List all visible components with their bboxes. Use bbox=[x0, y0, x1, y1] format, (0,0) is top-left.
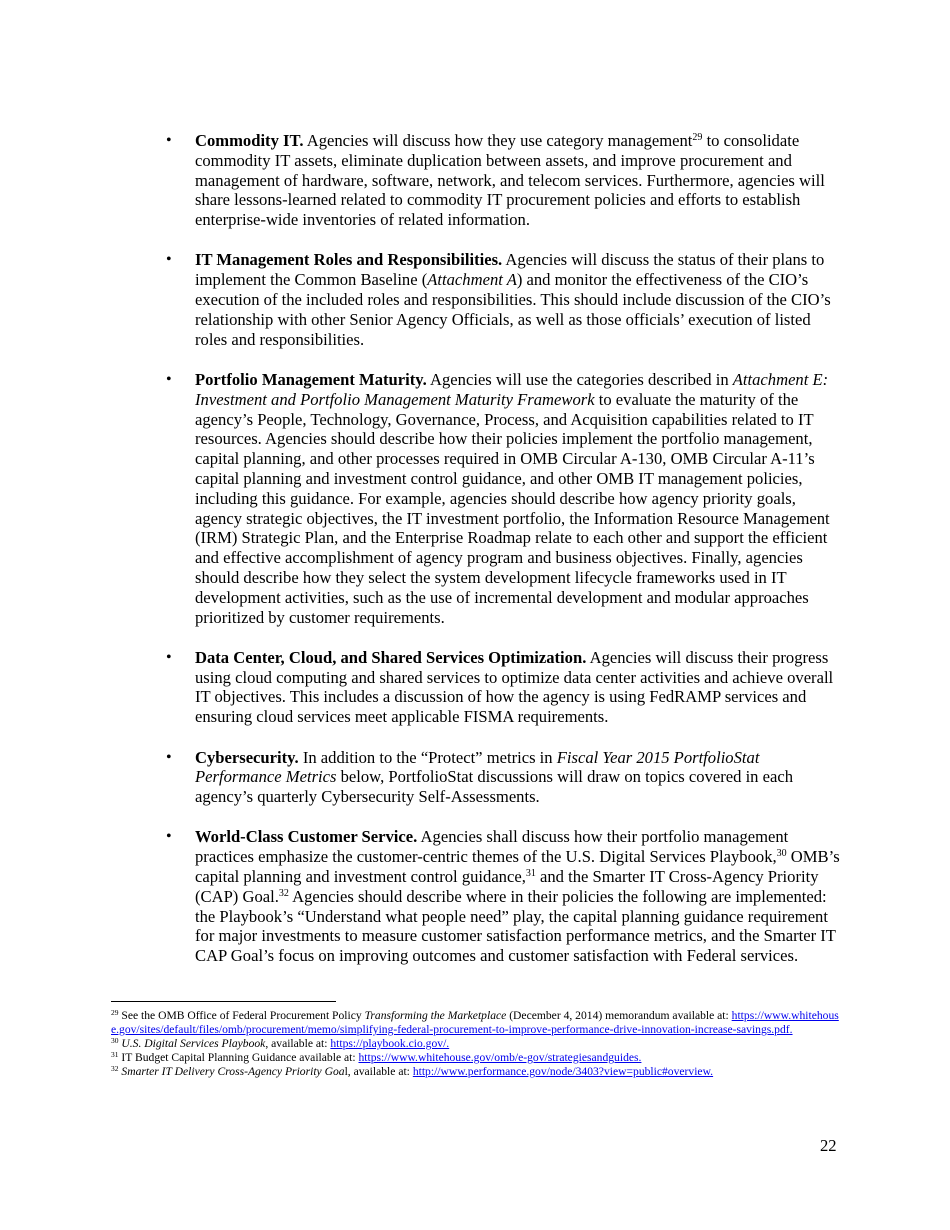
bullet-it-management-roles: • IT Management Roles and Responsibilities. Agencies will discuss the status of their plans to implement the Common Baseline (Attachment A) and monitor the effectiveness of the CIO’s execution of the included roles and responsibilities. This should include discussion of the CIO’s relationship with other Senior Agency Officials, as well as those officials’ execution of listed roles and responsibilities. bbox=[166, 250, 831, 349]
footnote-32: $^{32}$ Smarter IT Delivery Cross-Agency Priority Goal, available at: http://www.performance.gov/node/3403?view=public#overview. bbox=[111, 1064, 714, 1078]
footnote-link[interactable]: https://www.whitehouse.gov/omb/e-gov/strategiesandguides. bbox=[358, 1051, 642, 1064]
bullet-cybersecurity: • Cybersecurity. In addition to the “Protect” metrics in Fiscal Year 2015 PortfolioStat Performance Metrics below, PortfolioStat discussions will draw on topics covered in each agency’s quarterly Cybersecurity Self-Assessments. bbox=[166, 747, 794, 807]
bullet-data-center-cloud: • Data Center, Cloud, and Shared Services Optimization. Agencies will discuss their progress using cloud computing and shared services to optimize data center activities and achieve overall IT objectives. This includes a discussion of how the agency is using FedRAMP services and ensuring cloud services meet applicable FISMA requirements. bbox=[166, 647, 834, 727]
bullet-title: Cybersecurity. bbox=[195, 747, 299, 767]
page-number: 22 bbox=[820, 1136, 837, 1155]
footnote-ref: 30 bbox=[776, 848, 787, 860]
footnotes bbox=[111, 1009, 846, 1079]
footnote-29: $^{29}$ See the OMB Office of Federal Procurement Policy Transforming the Marketplace (December 4, 2014) memorandum available at: https://www.whitehouse.gov/sites/default/files/omb/procurement/memo/simplifying-federal-procurement-to-improve-performance-drive-innovation-increase-savings.pdf. bbox=[111, 1008, 839, 1036]
bullet-title: Portfolio Management Maturity. bbox=[195, 369, 427, 389]
bullet-icon: • bbox=[166, 132, 172, 149]
footnote-ref: 31 bbox=[525, 868, 536, 879]
footnote-link[interactable]: https://www.whitehouse.gov/sites/default/files/omb/procurement/memo/simplifying-federal-procurement-to-improve-performance-drive-innovation-increase-savings.pdf. bbox=[111, 1009, 839, 1036]
bullet-title: Data Center, Cloud, and Shared Services Optimization. bbox=[195, 647, 587, 667]
footnote-ref: 29 bbox=[692, 132, 703, 143]
bullet-list bbox=[166, 131, 842, 986]
bullet-commodity-it: • Commodity IT. Agencies will discuss how they use category management$^{29}$ to consolidate commodity IT assets, eliminate duplication between assets, and improve procurement and management of hardware, software, network, and telecom services. Furthermore, agencies will share lessons-learned related to commodity IT procurement policies and efforts to establish enterprise-wide inventories of related information. bbox=[166, 131, 825, 230]
bullet-icon: • bbox=[166, 748, 172, 766]
footnote-link[interactable]: https://playbook.cio.gov/. bbox=[330, 1037, 450, 1050]
footnote-divider bbox=[111, 1001, 336, 1002]
footnote-30: $^{30}$ U.S. Digital Services Playbook, available at: https://playbook.cio.gov/. bbox=[111, 1036, 450, 1050]
bullet-title: Commodity IT. bbox=[195, 131, 304, 150]
footnote-ref: 32 bbox=[278, 887, 289, 899]
bullet-customer-service: • World-Class Customer Service. Agencies shall discuss how their portfolio management practices emphasize the customer-centric themes of the U.S. Digital Services Playbook,$^{30}$ OMB’s capital planning and investment control guidance,$^{31}$ and the Smarter IT Cross-Agency Priority (CAP) Goal.$^{32}$ Agencies should describe where in their policies the following are implemented: the Playbook’s “Understand what people need” play, the capital planning guidance requirement for major investments to measure customer satisfaction performance metrics, and the Smarter IT CAP Goal’s focus on improving outcomes and customer satisfaction with Federal services. bbox=[166, 827, 840, 966]
bullet-title: IT Management Roles and Responsibilities. bbox=[195, 250, 503, 270]
bullet-icon: • bbox=[166, 828, 172, 846]
bullet-portfolio-management-maturity: • Portfolio Management Maturity. Agencies will use the categories described in Attachment E: Investment and Portfolio Management Maturity Framework to evaluate the maturity of the agency’s People, Technology, Governance, Process, and Acquisition capabilities related to IT resources. Agencies should describe how their policies implement the portfolio management, capital planning, and other processes required in OMB Circular A-130, OMB Circular A-11’s capital planning and investment control guidance, and other OMB IT management policies, including this guidance. For example, agencies should describe how agency priority goals, agency strategic objectives, the IT investment portfolio, the Information Resource Management (IRM) Strategic Plan, and the Enterprise Roadmap relate to each other and support the efficient and effective accomplishment of agency program and business objectives. Finally, agencies should describe how they select the system development lifecycle frameworks used in IT development activities, such as the use of incremental development and modular approaches prioritized by customer requirements. bbox=[166, 369, 830, 627]
bullet-icon: • bbox=[166, 648, 172, 666]
bullet-icon: • bbox=[166, 251, 172, 269]
bullet-title: World-Class Customer Service. bbox=[195, 827, 418, 847]
bullet-icon: • bbox=[166, 370, 172, 388]
footnote-link[interactable]: http://www.performance.gov/node/3403?view=public#overview. bbox=[412, 1065, 714, 1078]
footnote-31: $^{31}$ IT Budget Capital Planning Guidance available at: https://www.whitehouse.gov/omb/e-gov/strategiesandguides. bbox=[111, 1050, 642, 1064]
